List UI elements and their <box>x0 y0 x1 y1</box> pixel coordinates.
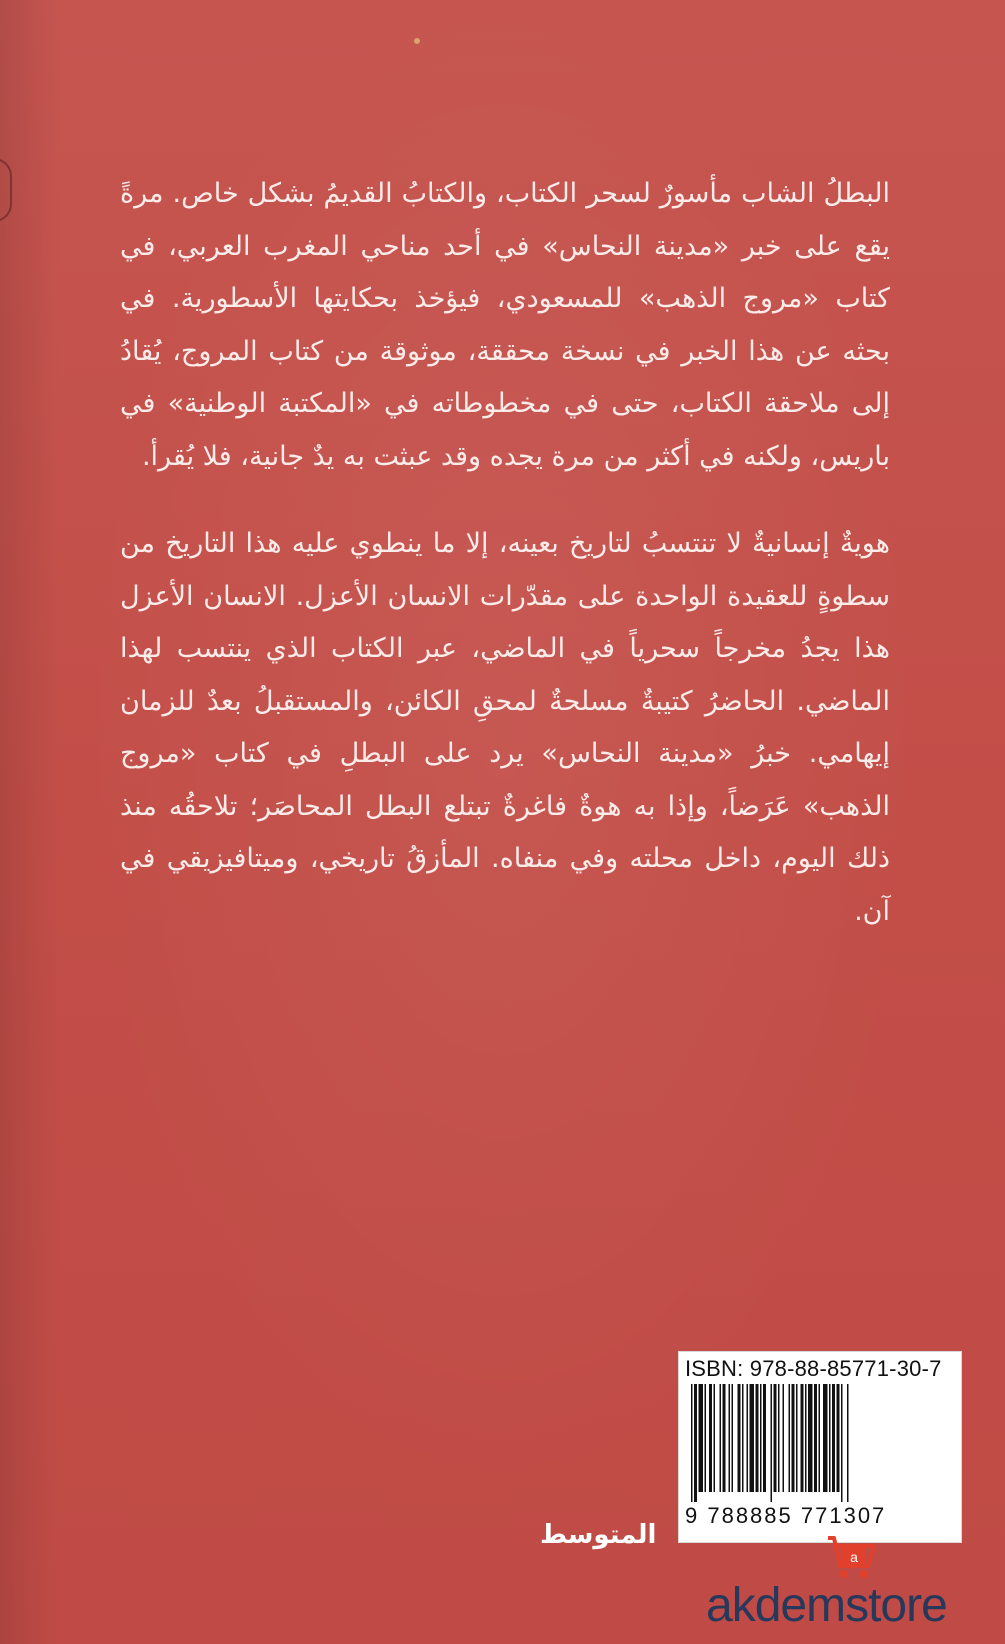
blurb-text <box>120 168 890 938</box>
store-watermark: akdemstore <box>706 1579 947 1632</box>
store-cart-icon <box>822 1534 878 1582</box>
blurb-paragraph-1: البطلُ الشاب مأسورٌ لسحر الكتاب، والكتابُ القديمُ بشكل خاص. مرةً يقع على خبر «مدينة النحاس» في أحد مناحي المغرب العربي، في كتاب «مروج الذهب» للمسعودي، فيؤخذ بحكايتها الأسطورية. في بحثه عن هذا الخبر في نسخة محققة، موثوقة من كتاب المروج، يُقادُ إلى ملاحقة الكتاب، حتى في مخطوطاته في «المكتبة الوطنية» في باريس، ولكنه في أكثر من مرة يجده وقد عبثت به يدٌ جانية، فلا يُقرأ. <box>120 178 890 472</box>
isbn-barcode <box>678 1351 962 1543</box>
svg-text:a: a <box>850 1549 858 1565</box>
blurb-paragraph-2: هويةٌ إنسانيةٌ لا تنتسبُ لتاريخ بعينه، إلا ما ينطوي عليه هذا التاريخ من سطوةٍ للعقيدة الواحدة على مقدّرات الانسان الأعزل. الانسان الأعزل هذا يجدُ مخرجاً سحرياً في الماضي، عبر الكتاب الذي ينتسب لهذا الماضي. الحاضرُ كتيبةٌ مسلحةٌ لمحقِ الكائن، والمستقبلُ بعدٌ للزمان إيهامي. خبرُ «مدينة النحاس» يرد على البطلِ في كتاب «مروج الذهب» عَرَضاً، وإذا به هوةٌ فاغرةٌ تبتلع البطل المحاصَر؛ تلاحقُه منذ ذلك اليوم، داخل محلته وفي منفاه. المأزقُ تاريخي، وميتافيزيقي في آن. <box>120 528 890 927</box>
isbn-label: ISBN: 978-88-85771-30-7 <box>685 1356 942 1381</box>
publisher-logo: المتوسط <box>540 1520 657 1550</box>
spine-shadow <box>0 0 60 1644</box>
decorative-dot <box>414 38 420 44</box>
barcode-bars <box>691 1384 951 1502</box>
barcode-digits: 9 788885 771307 <box>685 1503 887 1528</box>
